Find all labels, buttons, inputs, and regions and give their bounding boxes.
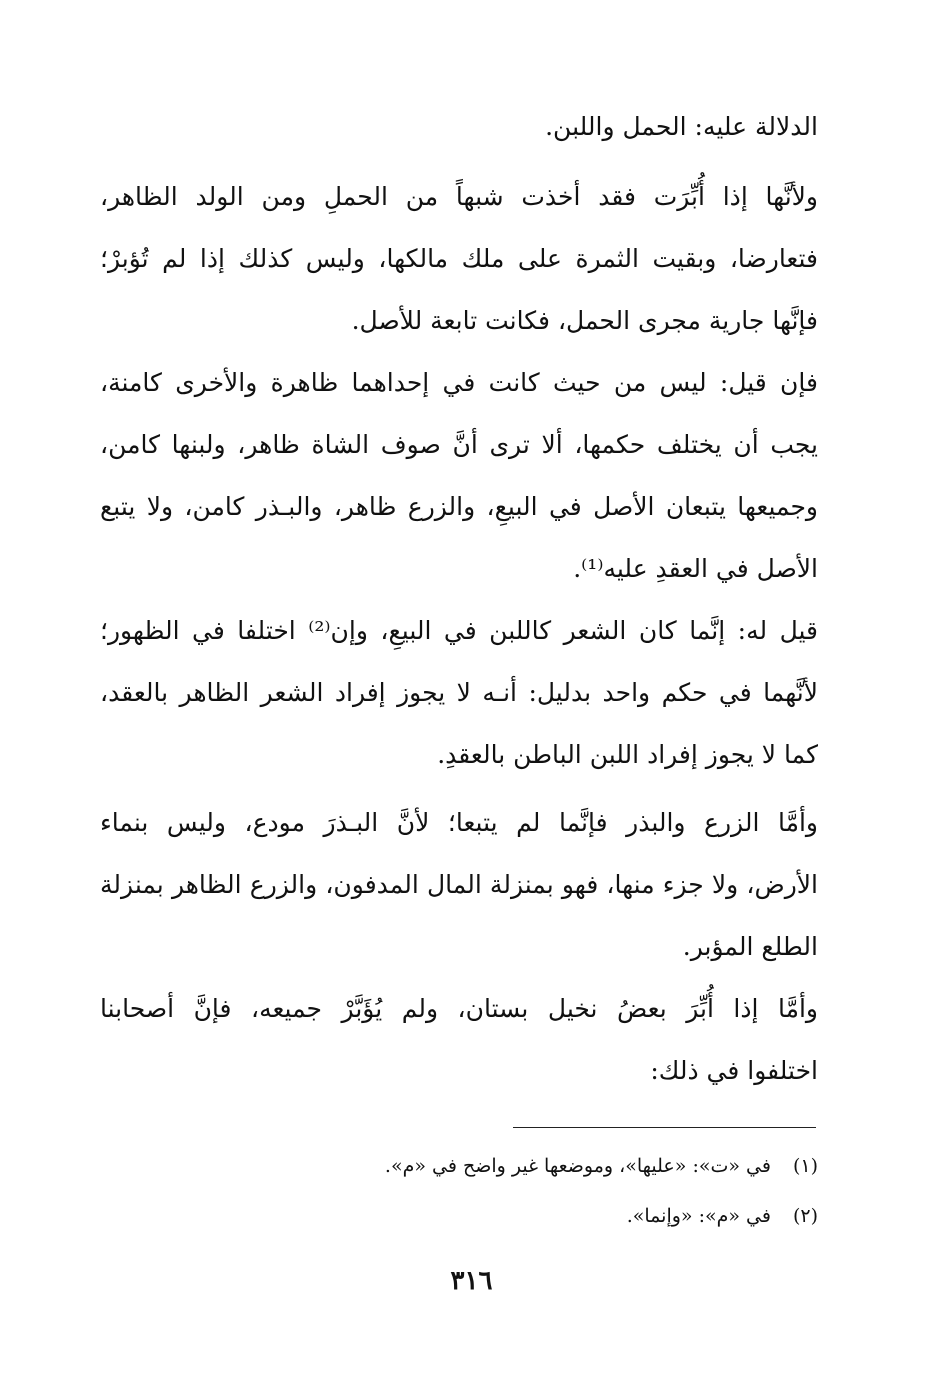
footnote-text: في «ت»: «عليها»، وموضعها غير واضح في «م». — [384, 1155, 771, 1177]
paragraph-1 — [100, 96, 818, 158]
footnotes — [240, 1150, 818, 1250]
text-line: ولأنَّها إذا أُبِّرَت فقد أخذت شبهاً من الحملِ ومن الولد الظاهر، — [100, 182, 818, 211]
paragraph-3 — [100, 352, 818, 600]
text-line: فإنَّها جارية مجرى الحمل، فكانت تابعة للأصل. — [351, 306, 818, 335]
text-line: الأرض، ولا جزء منها، فهو بمنزلة المال المدفون، والزرع الظاهر بمنزلة — [100, 870, 818, 899]
footnote-1 — [240, 1150, 818, 1182]
text-line: لأنَّهما في حكم واحد بدليل: أنـه لا يجوز إفراد الشعر الظاهر بالعقد، — [100, 678, 818, 707]
text-line: الدلالة عليه: الحمل واللبن. — [545, 112, 818, 141]
paragraph-4 — [100, 600, 818, 786]
text-line: اختلفوا في ذلك: — [650, 1056, 818, 1085]
text-line: فتعارضا، وبقيت الثمرة على ملك مالكها، وليس كذلك إذا لم تُؤبرْ؛ — [100, 244, 818, 273]
text-line: فإن قيل: ليس من حيث كانت في إحداهما ظاهرة والأخرى كامنة، — [100, 368, 818, 397]
text-line: وأمَّا إذا أُبِّرَ بعضُ نخيل بستان، ولم يُؤَبَّرْ جميعه، فإنَّ أصحابنا — [100, 994, 818, 1023]
page-number: ٣١٦ — [450, 1266, 493, 1296]
footnote-marker: (٢) — [792, 1205, 818, 1227]
text-line: وأمَّا الزرع والبذر فإنَّما لم يتبعا؛ لأنَّ البـذرَ مودع، وليس بنماء — [100, 808, 818, 837]
text-line: الطلع المؤبر. — [682, 932, 818, 961]
text-line: كما لا يجوز إفراد اللبن الباطن بالعقدِ. — [437, 740, 818, 769]
paragraph-5 — [100, 792, 818, 978]
footnote-marker: (١) — [792, 1155, 818, 1177]
footnote-divider — [513, 1127, 816, 1128]
text-line: وجميعها يتبعان الأصل في البيعِ، والزرع ظاهر، والبـذر كامن، ولا يتبع — [100, 492, 818, 521]
paragraph-6 — [100, 978, 818, 1102]
paragraph-2 — [100, 166, 818, 352]
text-line: يجب أن يختلف حكمها، ألا ترى أنَّ صوف الشاة ظاهر، ولبنها كامن، — [100, 430, 818, 459]
footnote-text: في «م»: «وإنما». — [626, 1205, 771, 1227]
text-line: الأصل في العقدِ عليه⁽¹⁾. — [573, 554, 818, 583]
text-line: قيل له: إنَّما كان الشعر كاللبن في البيعِ، وإن⁽²⁾ اختلفا في الظهور؛ — [100, 616, 818, 645]
footnote-2 — [240, 1200, 818, 1232]
